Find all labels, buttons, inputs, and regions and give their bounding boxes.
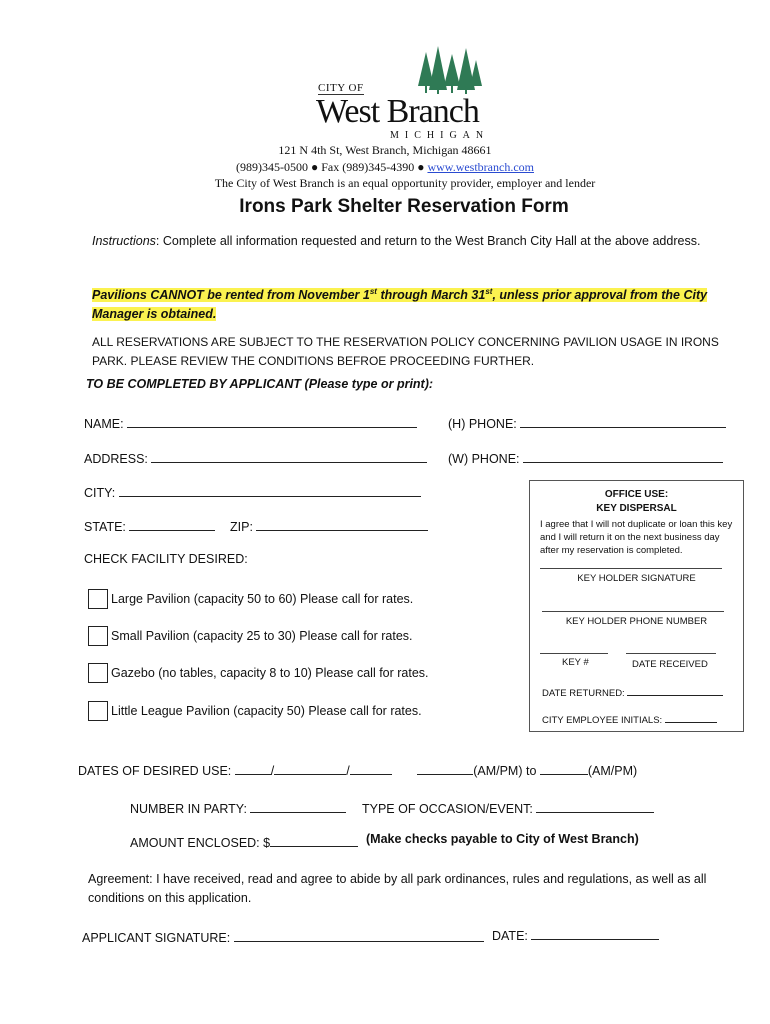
office-use-title: OFFICE USE: <box>604 489 669 500</box>
key-number-label: KEY # <box>562 657 589 668</box>
logo-michigan: MICHIGAN <box>390 130 490 141</box>
form-title: Irons Park Shelter Reservation Form <box>239 196 569 217</box>
signature-date-field[interactable]: DATE: <box>492 925 659 943</box>
date-received-label: DATE RECEIVED <box>632 659 708 670</box>
address-street-text: 121 N 4th St, West Branch, Michigan 48661 <box>278 143 492 157</box>
phone-fax-text: (989)345-0500 ● Fax (989)345-4390 ● <box>235 160 425 174</box>
website-link[interactable]: www.westbranch.com <box>427 160 534 174</box>
instructions-label: Instructions <box>92 234 156 248</box>
applicant-header: TO BE COMPLETED BY APPLICANT (Please type or print): <box>86 377 434 391</box>
office-use-box <box>529 480 744 732</box>
address-phone-fax <box>0 160 770 175</box>
facility-option-gazebo[interactable]: Gazebo (no tables, capacity 8 to 10) Please call for rates. <box>88 662 429 684</box>
key-holder-signature-label: KEY HOLDER SIGNATURE <box>577 573 696 584</box>
zip-field[interactable]: ZIP: <box>230 516 428 534</box>
logo-west-branch: West Branch <box>316 93 479 130</box>
pine-trees-icon <box>416 46 482 94</box>
checkbox[interactable] <box>88 663 108 683</box>
key-dispersal-title: KEY DISPERSAL <box>596 503 677 514</box>
city-field[interactable]: CITY: <box>84 482 421 500</box>
key-holder-phone-label: KEY HOLDER PHONE NUMBER <box>565 616 708 627</box>
agreement-text: Agreement: I have received, read and agree to abide by all park ordinances, rules and regulations, as well as all conditions on this application. <box>88 872 707 905</box>
policy-notice: ALL RESERVATIONS ARE SUBJECT TO THE RESERVATION POLICY CONCERNING PAVILION USAGE IN IRONS PARK. PLEASE REVIEW THE CONDITIONS BEFROE PROCEEDING FURTHER. <box>92 335 719 368</box>
address-street <box>0 143 770 158</box>
checkbox[interactable] <box>88 589 108 609</box>
state-field[interactable]: STATE: <box>84 516 215 534</box>
work-phone-field[interactable]: (W) PHONE: <box>448 448 723 466</box>
logo-city-of: CITY OF <box>318 82 364 94</box>
rental-restriction-notice: Pavilions CANNOT be rented from November 1st through March 31st, unless prior approval from the City Manager is obtained. <box>92 287 708 322</box>
date-returned-field[interactable]: DATE RETURNED: <box>542 685 723 699</box>
instructions <box>92 232 752 251</box>
facility-option-little-league-pavilion[interactable]: Little League Pavilion (capacity 50) Please call for rates. <box>88 700 422 722</box>
city-logo <box>300 44 500 144</box>
applicant-signature-field[interactable]: APPLICANT SIGNATURE: <box>82 927 484 945</box>
number-in-party-field[interactable]: NUMBER IN PARTY: <box>130 798 346 816</box>
checkbox[interactable] <box>88 701 108 721</box>
instructions-text: : Complete all information requested and return to the West Branch City Hall at the above address. <box>155 234 701 248</box>
address-field[interactable]: ADDRESS: <box>84 448 427 466</box>
occasion-type-field[interactable]: TYPE OF OCCASION/EVENT: <box>362 798 654 816</box>
facility-option-large-pavilion[interactable]: Large Pavilion (capacity 50 to 60) Please call for rates. <box>88 588 413 610</box>
home-phone-field[interactable]: (H) PHONE: <box>448 413 726 431</box>
employee-initials-field[interactable]: CITY EMPLOYEE INITIALS: <box>542 712 717 726</box>
check-facility-label: CHECK FACILITY DESIRED: <box>84 552 248 566</box>
key-agreement-text: I agree that I will not duplicate or loan this key and I will return it on the next business day after my reservation is completed. <box>540 519 733 556</box>
amount-enclosed-field[interactable]: AMOUNT ENCLOSED: $ <box>130 832 358 850</box>
checks-payable-note: (Make checks payable to City of West Branch) <box>366 832 639 846</box>
name-field[interactable]: NAME: <box>84 413 417 431</box>
checkbox[interactable] <box>88 626 108 646</box>
facility-option-small-pavilion[interactable]: Small Pavilion (capacity 25 to 30) Please call for rates. <box>88 625 413 647</box>
dates-of-desired-use[interactable]: DATES OF DESIRED USE: / / (AM/PM) to (AM/PM) <box>78 760 637 778</box>
equal-opportunity-statement: The City of West Branch is an equal opportunity provider, employer and lender <box>214 176 596 190</box>
